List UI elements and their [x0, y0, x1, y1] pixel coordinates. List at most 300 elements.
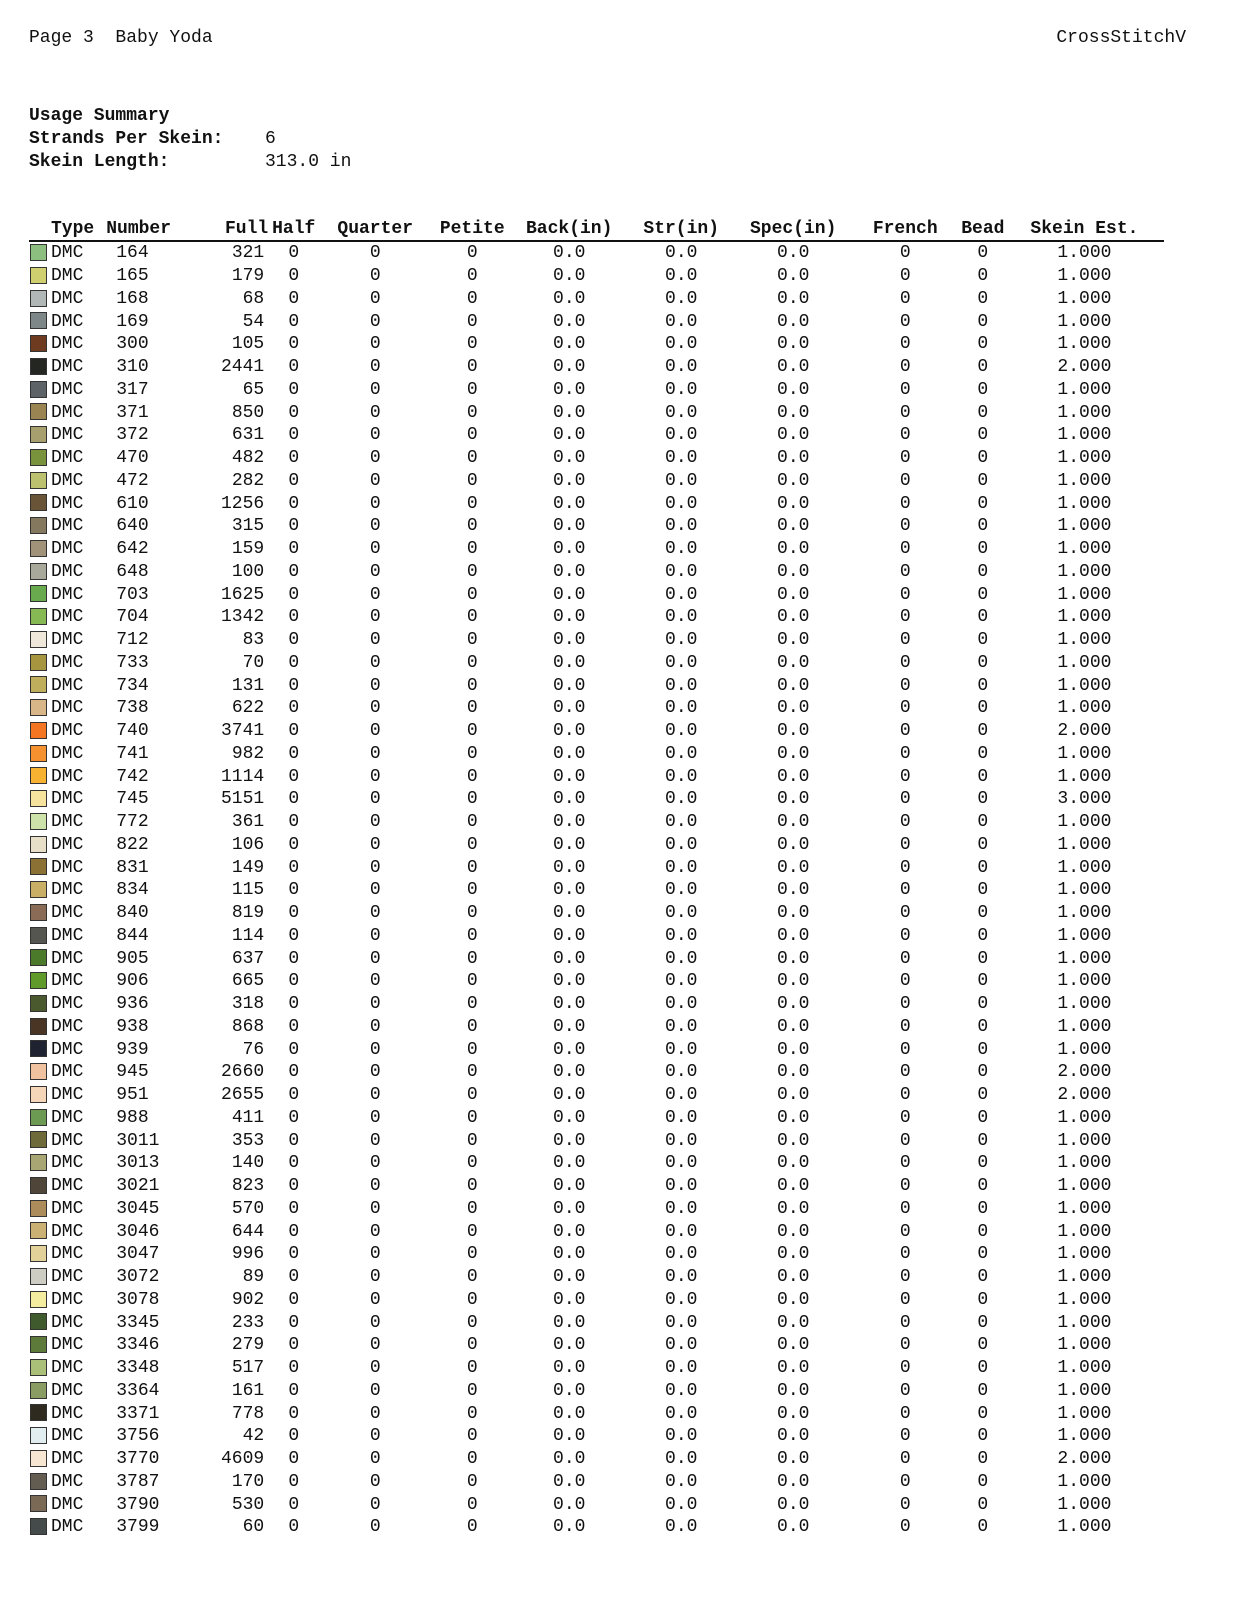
petite-count: 0 — [466, 448, 478, 469]
str-length: 0.0 — [665, 357, 698, 378]
thread-number: 831 — [116, 857, 149, 878]
swatch-cell — [29, 1175, 51, 1198]
thread-number: 822 — [116, 834, 149, 855]
french-count: 0 — [899, 948, 911, 969]
full-count: 2660 — [221, 1062, 265, 1083]
quarter-count: 0 — [369, 288, 381, 309]
french-count: 0 — [899, 834, 911, 855]
back-length: 0.0 — [553, 243, 586, 264]
str-length: 0.0 — [665, 584, 698, 605]
usage-summary — [29, 105, 351, 174]
thread-number: 640 — [116, 516, 149, 537]
swatch-cell — [29, 1266, 51, 1289]
color-swatch — [30, 540, 47, 557]
spec-length: 0.0 — [777, 448, 810, 469]
thread-number: 317 — [116, 379, 149, 400]
str-length: 0.0 — [665, 1358, 698, 1379]
table-row — [29, 1471, 1164, 1494]
petite-count: 0 — [466, 1016, 478, 1037]
french-count: 0 — [899, 379, 911, 400]
thread-number: 745 — [116, 789, 149, 810]
bead-count: 0 — [977, 402, 989, 423]
table-row — [29, 652, 1164, 675]
petite-count: 0 — [466, 266, 478, 287]
quarter-count: 0 — [369, 470, 381, 491]
quarter-count: 0 — [369, 857, 381, 878]
color-swatch — [30, 358, 47, 375]
thread-type: DMC — [51, 903, 84, 924]
back-length: 0.0 — [553, 812, 586, 833]
thread-type: DMC — [51, 357, 84, 378]
full-count: 819 — [231, 903, 265, 924]
full-count: 42 — [242, 1426, 265, 1447]
full-count: 83 — [242, 630, 265, 651]
skein-length-value: 313.0 in — [265, 152, 352, 172]
bead-count: 0 — [977, 834, 989, 855]
table-row — [29, 538, 1164, 561]
french-count: 0 — [899, 425, 911, 446]
color-swatch — [30, 1154, 47, 1171]
half-count: 0 — [288, 1107, 300, 1128]
color-swatch — [30, 995, 47, 1012]
table-row — [29, 401, 1164, 424]
thread-type: DMC — [51, 334, 84, 355]
skein-estimate: 1.000 — [1057, 1471, 1112, 1492]
table-row — [29, 1152, 1164, 1175]
spec-length: 0.0 — [777, 1244, 810, 1265]
french-count: 0 — [899, 1426, 911, 1447]
back-length: 0.0 — [553, 1449, 586, 1470]
thread-type: DMC — [51, 1471, 84, 1492]
half-count: 0 — [288, 1085, 300, 1106]
spec-length: 0.0 — [777, 1449, 810, 1470]
table-row — [29, 1061, 1164, 1084]
thread-type: DMC — [51, 834, 84, 855]
thread-type: DMC — [51, 1494, 84, 1515]
back-length: 0.0 — [553, 1153, 586, 1174]
header-number: Number — [94, 218, 187, 241]
full-count: 54 — [242, 311, 265, 332]
thread-type: DMC — [51, 470, 84, 491]
skein-estimate: 1.000 — [1057, 448, 1112, 469]
quarter-count: 0 — [369, 652, 381, 673]
thread-number: 3770 — [116, 1449, 160, 1470]
half-count: 0 — [288, 311, 300, 332]
skein-estimate: 1.000 — [1057, 1198, 1112, 1219]
swatch-cell — [29, 879, 51, 902]
table-row — [29, 629, 1164, 652]
full-count: 631 — [231, 425, 265, 446]
bead-count: 0 — [977, 311, 989, 332]
color-swatch — [30, 449, 47, 466]
app-name: CrossStitchV — [1056, 28, 1186, 48]
french-count: 0 — [899, 539, 911, 560]
page-title: Page 3 Baby Yoda — [29, 28, 213, 48]
full-count: 233 — [231, 1312, 265, 1333]
full-count: 100 — [231, 561, 265, 582]
half-count: 0 — [288, 493, 300, 514]
full-count: 2441 — [221, 357, 265, 378]
thread-type: DMC — [51, 425, 84, 446]
thread-type: DMC — [51, 1312, 84, 1333]
thread-number: 740 — [116, 721, 149, 742]
french-count: 0 — [899, 493, 911, 514]
swatch-cell — [29, 1038, 51, 1061]
table-row — [29, 1198, 1164, 1221]
str-length: 0.0 — [665, 903, 698, 924]
str-length: 0.0 — [665, 243, 698, 264]
bead-count: 0 — [977, 1471, 989, 1492]
thread-number: 372 — [116, 425, 149, 446]
petite-count: 0 — [466, 1130, 478, 1151]
skein-estimate: 1.000 — [1057, 288, 1112, 309]
skein-estimate: 1.000 — [1057, 1153, 1112, 1174]
color-swatch — [30, 745, 47, 762]
thread-type: DMC — [51, 1267, 84, 1288]
spec-length: 0.0 — [777, 1221, 810, 1242]
petite-count: 0 — [466, 379, 478, 400]
table-row — [29, 1311, 1164, 1334]
half-count: 0 — [288, 630, 300, 651]
bead-count: 0 — [977, 516, 989, 537]
quarter-count: 0 — [369, 539, 381, 560]
str-length: 0.0 — [665, 721, 698, 742]
skein-estimate: 1.000 — [1057, 925, 1112, 946]
petite-count: 0 — [466, 516, 478, 537]
bead-count: 0 — [977, 243, 989, 264]
quarter-count: 0 — [369, 1403, 381, 1424]
quarter-count: 0 — [369, 1221, 381, 1242]
back-length: 0.0 — [553, 834, 586, 855]
half-count: 0 — [288, 1517, 300, 1538]
full-count: 665 — [231, 971, 265, 992]
petite-count: 0 — [466, 1312, 478, 1333]
swatch-cell — [29, 1380, 51, 1403]
back-length: 0.0 — [553, 584, 586, 605]
bead-count: 0 — [977, 1198, 989, 1219]
thread-number: 834 — [116, 880, 149, 901]
back-length: 0.0 — [553, 1380, 586, 1401]
spec-length: 0.0 — [777, 1517, 810, 1538]
thread-type: DMC — [51, 743, 84, 764]
bead-count: 0 — [977, 698, 989, 719]
french-count: 0 — [899, 1403, 911, 1424]
thread-number: 648 — [116, 561, 149, 582]
half-count: 0 — [288, 334, 300, 355]
thread-type: DMC — [51, 766, 84, 787]
french-count: 0 — [899, 1289, 911, 1310]
table-row — [29, 515, 1164, 538]
french-count: 0 — [899, 584, 911, 605]
full-count: 60 — [242, 1517, 265, 1538]
quarter-count: 0 — [369, 880, 381, 901]
petite-count: 0 — [466, 1471, 478, 1492]
table-row — [29, 1266, 1164, 1289]
color-swatch — [30, 1382, 47, 1399]
color-swatch — [30, 699, 47, 716]
str-length: 0.0 — [665, 652, 698, 673]
full-count: 5151 — [221, 789, 265, 810]
str-length: 0.0 — [665, 1289, 698, 1310]
skein-estimate: 1.000 — [1057, 857, 1112, 878]
back-length: 0.0 — [553, 766, 586, 787]
bead-count: 0 — [977, 607, 989, 628]
skein-estimate: 1.000 — [1057, 1039, 1112, 1060]
thread-number: 3045 — [116, 1198, 160, 1219]
petite-count: 0 — [466, 994, 478, 1015]
half-count: 0 — [288, 1244, 300, 1265]
spec-length: 0.0 — [777, 1335, 810, 1356]
skein-estimate: 1.000 — [1057, 1267, 1112, 1288]
str-length: 0.0 — [665, 470, 698, 491]
color-swatch — [30, 1518, 47, 1535]
header-bead: Bead — [961, 219, 1005, 239]
french-count: 0 — [899, 994, 911, 1015]
full-count: 637 — [231, 948, 265, 969]
skein-estimate: 1.000 — [1057, 1130, 1112, 1151]
str-length: 0.0 — [665, 1494, 698, 1515]
swatch-cell — [29, 538, 51, 561]
thread-type: DMC — [51, 1016, 84, 1037]
quarter-count: 0 — [369, 971, 381, 992]
str-length: 0.0 — [665, 698, 698, 719]
petite-count: 0 — [466, 1494, 478, 1515]
table-row — [29, 902, 1164, 925]
french-count: 0 — [899, 675, 911, 696]
back-length: 0.0 — [553, 1016, 586, 1037]
str-length: 0.0 — [665, 994, 698, 1015]
quarter-count: 0 — [369, 448, 381, 469]
quarter-count: 0 — [369, 903, 381, 924]
table-row — [29, 1038, 1164, 1061]
color-swatch — [30, 1495, 47, 1512]
back-length: 0.0 — [553, 880, 586, 901]
spec-length: 0.0 — [777, 1403, 810, 1424]
petite-count: 0 — [466, 766, 478, 787]
skein-estimate: 1.000 — [1057, 539, 1112, 560]
french-count: 0 — [899, 1380, 911, 1401]
thread-number: 738 — [116, 698, 149, 719]
quarter-count: 0 — [369, 243, 381, 264]
petite-count: 0 — [466, 1358, 478, 1379]
french-count: 0 — [899, 357, 911, 378]
french-count: 0 — [899, 925, 911, 946]
bead-count: 0 — [977, 1085, 989, 1106]
swatch-cell — [29, 1516, 51, 1539]
strands-label: Strands Per Skein: — [29, 129, 224, 149]
skein-estimate: 1.000 — [1057, 1517, 1112, 1538]
skein-estimate: 2.000 — [1057, 1085, 1112, 1106]
half-count: 0 — [288, 698, 300, 719]
petite-count: 0 — [466, 425, 478, 446]
strands-row — [29, 128, 351, 151]
half-count: 0 — [288, 789, 300, 810]
color-swatch — [30, 267, 47, 284]
french-count: 0 — [899, 903, 911, 924]
skein-estimate: 2.000 — [1057, 1449, 1112, 1470]
petite-count: 0 — [466, 721, 478, 742]
swatch-cell — [29, 1243, 51, 1266]
header-str: Str(in) — [625, 218, 737, 241]
color-swatch — [30, 585, 47, 602]
thread-number: 3364 — [116, 1380, 160, 1401]
thread-number: 3013 — [116, 1153, 160, 1174]
skein-estimate: 1.000 — [1057, 1494, 1112, 1515]
skein-estimate: 1.000 — [1057, 516, 1112, 537]
str-length: 0.0 — [665, 539, 698, 560]
spec-length: 0.0 — [777, 1198, 810, 1219]
petite-count: 0 — [466, 948, 478, 969]
petite-count: 0 — [466, 1221, 478, 1242]
str-length: 0.0 — [665, 1176, 698, 1197]
thread-type: DMC — [51, 1335, 84, 1356]
bead-count: 0 — [977, 925, 989, 946]
bead-count: 0 — [977, 994, 989, 1015]
thread-number: 951 — [116, 1085, 149, 1106]
color-swatch — [30, 1109, 47, 1126]
back-length: 0.0 — [553, 493, 586, 514]
skein-estimate: 3.000 — [1057, 789, 1112, 810]
spec-length: 0.0 — [777, 721, 810, 742]
quarter-count: 0 — [369, 1426, 381, 1447]
petite-count: 0 — [466, 1062, 478, 1083]
french-count: 0 — [899, 1085, 911, 1106]
swatch-cell — [29, 1402, 51, 1425]
quarter-count: 0 — [369, 766, 381, 787]
thread-type: DMC — [51, 652, 84, 673]
back-length: 0.0 — [553, 1426, 586, 1447]
table-row — [29, 1425, 1164, 1448]
half-count: 0 — [288, 1471, 300, 1492]
back-length: 0.0 — [553, 857, 586, 878]
back-length: 0.0 — [553, 470, 586, 491]
petite-count: 0 — [466, 1449, 478, 1470]
thread-type: DMC — [51, 266, 84, 287]
thread-number: 642 — [116, 539, 149, 560]
bead-count: 0 — [977, 266, 989, 287]
petite-count: 0 — [466, 880, 478, 901]
thread-type: DMC — [51, 812, 84, 833]
strands-value: 6 — [265, 129, 276, 149]
french-count: 0 — [899, 1312, 911, 1333]
header-quarter: Quarter — [319, 218, 431, 241]
back-length: 0.0 — [553, 516, 586, 537]
french-count: 0 — [899, 516, 911, 537]
quarter-count: 0 — [369, 925, 381, 946]
table-row — [29, 1289, 1164, 1312]
swatch-cell — [29, 970, 51, 993]
petite-count: 0 — [466, 1426, 478, 1447]
swatch-cell — [29, 356, 51, 379]
back-length: 0.0 — [553, 1267, 586, 1288]
table-row — [29, 743, 1164, 766]
petite-count: 0 — [466, 834, 478, 855]
quarter-count: 0 — [369, 834, 381, 855]
bead-count: 0 — [977, 539, 989, 560]
swatch-cell — [29, 1289, 51, 1312]
color-swatch — [30, 1404, 47, 1421]
thread-type: DMC — [51, 994, 84, 1015]
bead-count: 0 — [977, 379, 989, 400]
table-row — [29, 993, 1164, 1016]
skein-estimate: 1.000 — [1057, 584, 1112, 605]
petite-count: 0 — [466, 789, 478, 810]
header-back: Back(in) — [513, 218, 625, 241]
summary-title: Usage Summary — [29, 106, 170, 126]
petite-count: 0 — [466, 493, 478, 514]
thread-number: 3047 — [116, 1244, 160, 1265]
table-row — [29, 356, 1164, 379]
str-length: 0.0 — [665, 1016, 698, 1037]
petite-count: 0 — [466, 1039, 478, 1060]
spec-length: 0.0 — [777, 994, 810, 1015]
color-swatch — [30, 676, 47, 693]
back-length: 0.0 — [553, 675, 586, 696]
petite-count: 0 — [466, 1289, 478, 1310]
french-count: 0 — [899, 1267, 911, 1288]
full-count: 106 — [231, 834, 265, 855]
color-swatch — [30, 1063, 47, 1080]
str-length: 0.0 — [665, 789, 698, 810]
skein-estimate: 1.000 — [1057, 743, 1112, 764]
color-swatch — [30, 881, 47, 898]
skein-estimate: 1.000 — [1057, 1289, 1112, 1310]
back-length: 0.0 — [553, 1312, 586, 1333]
spec-length: 0.0 — [777, 1358, 810, 1379]
spec-length: 0.0 — [777, 470, 810, 491]
quarter-count: 0 — [369, 1358, 381, 1379]
skein-estimate: 1.000 — [1057, 1016, 1112, 1037]
quarter-count: 0 — [369, 1085, 381, 1106]
bead-count: 0 — [977, 812, 989, 833]
full-count: 1342 — [221, 607, 265, 628]
full-count: 361 — [231, 812, 265, 833]
color-swatch — [30, 654, 47, 671]
half-count: 0 — [288, 1176, 300, 1197]
thread-type: DMC — [51, 948, 84, 969]
back-length: 0.0 — [553, 652, 586, 673]
full-count: 315 — [231, 516, 265, 537]
thread-type: DMC — [51, 675, 84, 696]
thread-number: 3348 — [116, 1358, 160, 1379]
half-count: 0 — [288, 675, 300, 696]
skein-estimate: 1.000 — [1057, 948, 1112, 969]
swatch-cell — [29, 1357, 51, 1380]
color-swatch — [30, 858, 47, 875]
swatch-cell — [29, 470, 51, 493]
bead-count: 0 — [977, 357, 989, 378]
full-count: 1256 — [221, 493, 265, 514]
half-count: 0 — [288, 1494, 300, 1515]
thread-type: DMC — [51, 1085, 84, 1106]
thread-type: DMC — [51, 1039, 84, 1060]
skein-estimate: 1.000 — [1057, 971, 1112, 992]
quarter-count: 0 — [369, 607, 381, 628]
petite-count: 0 — [466, 857, 478, 878]
half-count: 0 — [288, 288, 300, 309]
french-count: 0 — [899, 288, 911, 309]
color-swatch — [30, 631, 47, 648]
spec-length: 0.0 — [777, 357, 810, 378]
spec-length: 0.0 — [777, 1016, 810, 1037]
color-swatch — [30, 1268, 47, 1285]
skein-estimate: 1.000 — [1057, 1176, 1112, 1197]
bead-count: 0 — [977, 584, 989, 605]
bead-count: 0 — [977, 789, 989, 810]
half-count: 0 — [288, 448, 300, 469]
quarter-count: 0 — [369, 1130, 381, 1151]
half-count: 0 — [288, 584, 300, 605]
